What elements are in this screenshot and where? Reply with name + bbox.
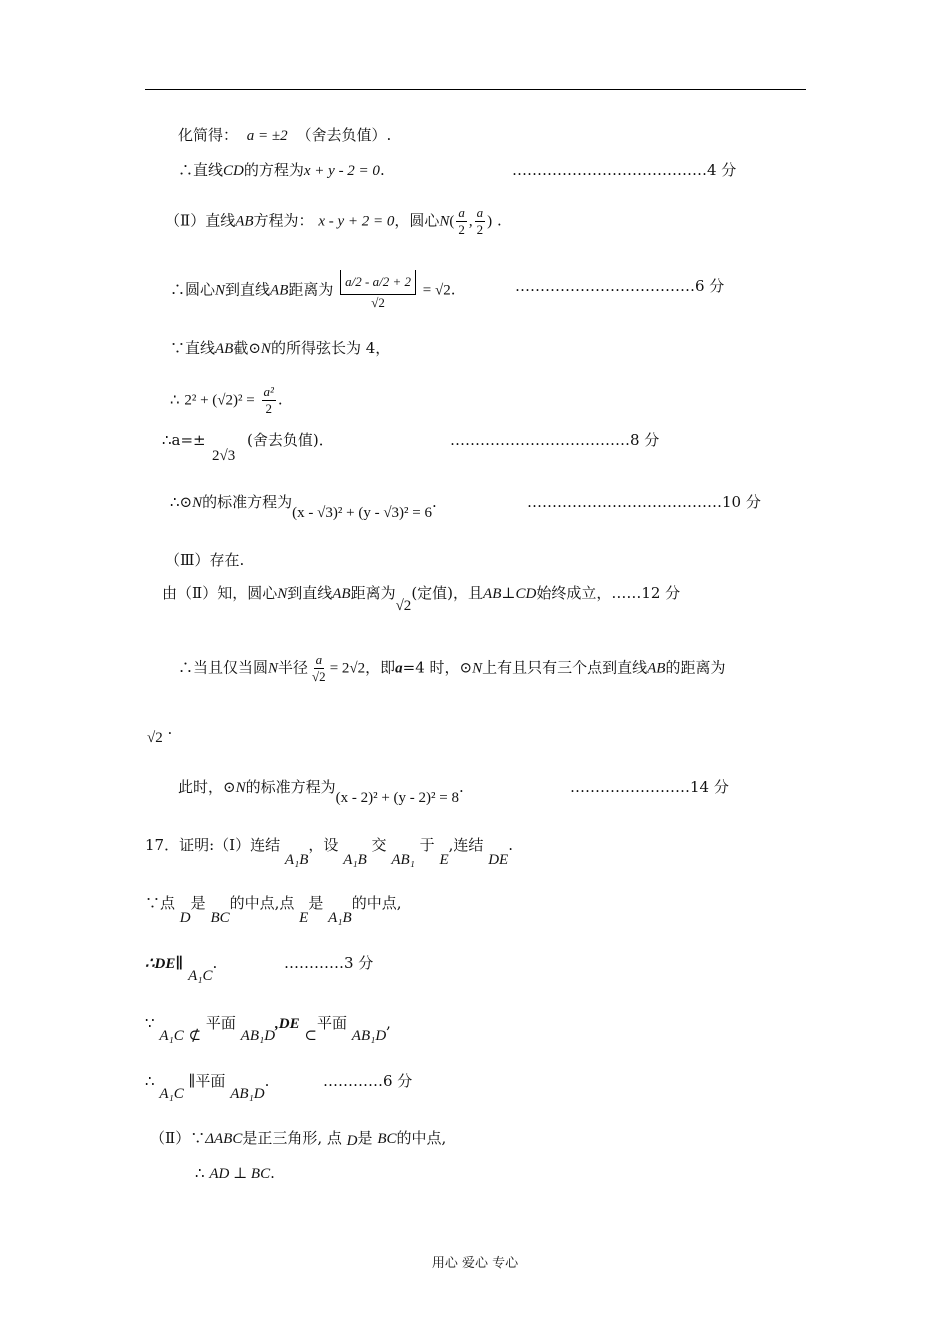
line-circle-equation-2: 此时，⊙N的标准方程为(x - 2)² + (y - 2)² = 8. (178, 778, 464, 806)
score-6: ………………………………6 分 (515, 277, 725, 295)
score-10: …………………………………10 分 (527, 493, 761, 511)
score-14: ……………………14 分 (570, 778, 729, 796)
line-a-value: ∴a=± (162, 431, 206, 449)
line-center-distance: ∴圆心N到直线AB距离为 $\frac{a/2 - a/2 + 2}{√2}$ = √2. (170, 270, 456, 311)
line-equilateral: （Ⅱ）∵ΔABC是正三角形, 点 D是 BC的中点, (150, 1129, 447, 1149)
score-8: ………………………………8 分 (450, 431, 660, 449)
line-midpoints: ∵点 D是 BC的中点,点 E是 A₁B的中点, (145, 894, 402, 926)
line-cd-equation: ∴直线CD的方程为x + y - 2 = 0. (178, 161, 385, 179)
line-sqrt2: √2 . (147, 720, 173, 746)
line-ab-equation: （Ⅱ）直线AB方程为： x - y + 2 = 0，圆心N( $\frac{a}{2}$ , $\frac{a}{2}$ ) . (165, 205, 502, 237)
line-perpendicular: ∴ AD ⊥ BC. (195, 1164, 275, 1182)
line-circle-equation-1: ∴⊙N的标准方程为(x - √3)² + (y - √3)² = 6. (170, 493, 437, 521)
page-footer: 用心 爱心 专心 (431, 1256, 519, 1271)
score-6b: …………6 分 (323, 1072, 413, 1090)
line-radius-condition: ∴当且仅当圆N半径 $\frac{a}{√2}$ = 2√2，即a=4 时，⊙N上有且只有三个点到直线AB的距离为 (178, 652, 726, 684)
line-a-value-suffix: (舍去负值)． (247, 431, 334, 449)
line-simplify: 化简得： a = ±2 （舍去负值）. (178, 126, 392, 144)
header-rule (145, 89, 806, 90)
line-parallel: ∴DE∥ A₁C. (145, 954, 218, 984)
math-2sqrt3: 2√3 (212, 448, 236, 464)
line-constant-distance: 由（Ⅱ）知，圆心N到直线AB距离为√2(定值)，且AB⊥CD始终成立，……12 分 (162, 584, 681, 614)
line-parallel-plane: ∴ A₁C ∥平面 AB₁D. (145, 1072, 270, 1102)
score-4: …………………………………4 分 (512, 161, 737, 179)
line-part3: （Ⅲ）存在. (165, 551, 245, 569)
line-plane-relation: ∵ A₁C ⊄ 平面 AB₁D,DE ⊂平面 AB₁D, (145, 1014, 391, 1044)
line-chord-length: ∵直线AB截⊙N的所得弦长为 4， (170, 339, 391, 357)
line-proof-start: 17．证明:（Ⅰ）连结 A₁B，设 A₁B 交 AB₁ 于 E,连结 DE. (145, 836, 513, 868)
line-pythagoras: ∴ 2² + (√2)² = $\frac{\text{a²}}{2}$ . (170, 384, 283, 416)
score-3: …………3 分 (284, 954, 374, 972)
